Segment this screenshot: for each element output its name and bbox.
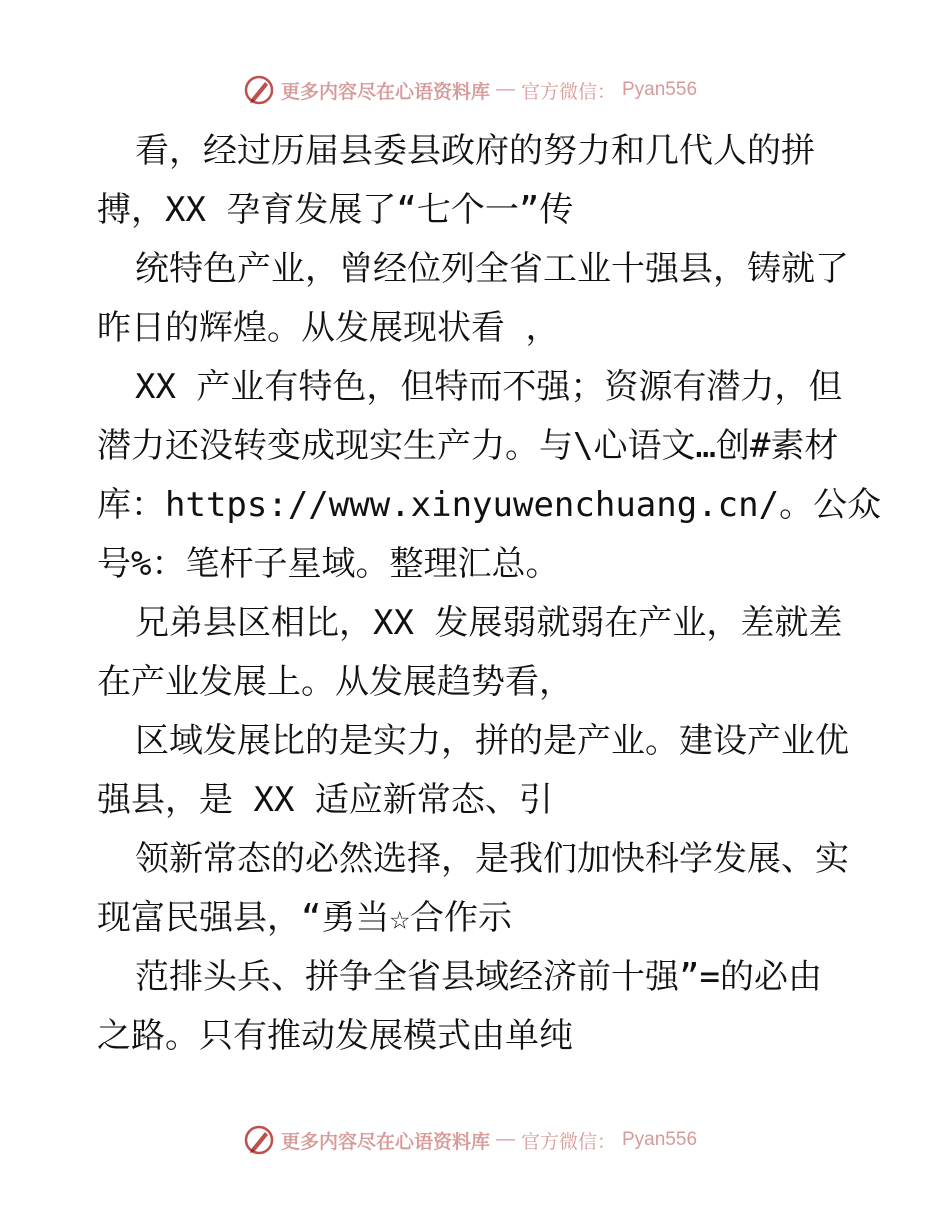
body-line: 区域发展比的是实力，拼的是产业。建设产业优 <box>135 721 849 761</box>
banner-title: 更多内容尽在心语资料库 <box>280 1130 490 1153</box>
body-line: 领新常态的必然选择，是我们加快科学发展、实 <box>135 839 849 879</box>
body-line: 看，经过历届县委县政府的努力和几代人的拼 <box>135 131 815 171</box>
body-line: 范排头兵、拼争全省县域经济前十强”=的必由 <box>135 957 822 997</box>
banner-wechat-label: 官方微信： <box>520 1130 616 1153</box>
body-line: 之路。只有推动发展模式由单纯 <box>97 1016 573 1056</box>
banner-wechat-label: 官方微信： <box>520 80 616 103</box>
header-banner <box>0 70 950 110</box>
document-body <box>97 122 882 1066</box>
body-line: 现富民强县，“勇当☆合作示 <box>97 898 512 938</box>
body-line: 强县，是 XX 适应新常态、引 <box>97 780 553 820</box>
banner-wechat-id: Pyan556 <box>622 79 698 100</box>
pen-logo-icon <box>243 1124 275 1156</box>
body-line: 统特色产业，曾经位列全省工业十强县，铸就了 <box>135 249 849 289</box>
body-line: 兄弟县区相比，XX 发展弱就弱在产业，差就差 <box>135 603 843 643</box>
body-line: 昨日的辉煌。从发展现状看 ， <box>97 308 560 348</box>
banner-wechat-id: Pyan556 <box>622 1129 698 1150</box>
body-line: 号%：笔杆子星域。整理汇总。 <box>97 544 560 584</box>
body-line: 搏，XX 孕育发展了“七个一”传 <box>97 190 574 230</box>
pen-logo-icon <box>243 74 275 106</box>
banner-separator: — <box>495 1129 515 1150</box>
banner-title: 更多内容尽在心语资料库 <box>280 80 490 103</box>
body-line: 库：https://www.xinyuwenchuang.cn/。公众 <box>97 485 882 525</box>
banner-separator: — <box>495 79 515 100</box>
body-line: XX 产业有特色，但特而不强；资源有潜力，但 <box>135 367 843 407</box>
body-line: 潜力还没转变成现实生产力。与\心语文…创#素材 <box>97 426 839 466</box>
footer-banner <box>0 1120 950 1160</box>
body-line: 在产业发展上。从发展趋势看， <box>97 662 573 702</box>
